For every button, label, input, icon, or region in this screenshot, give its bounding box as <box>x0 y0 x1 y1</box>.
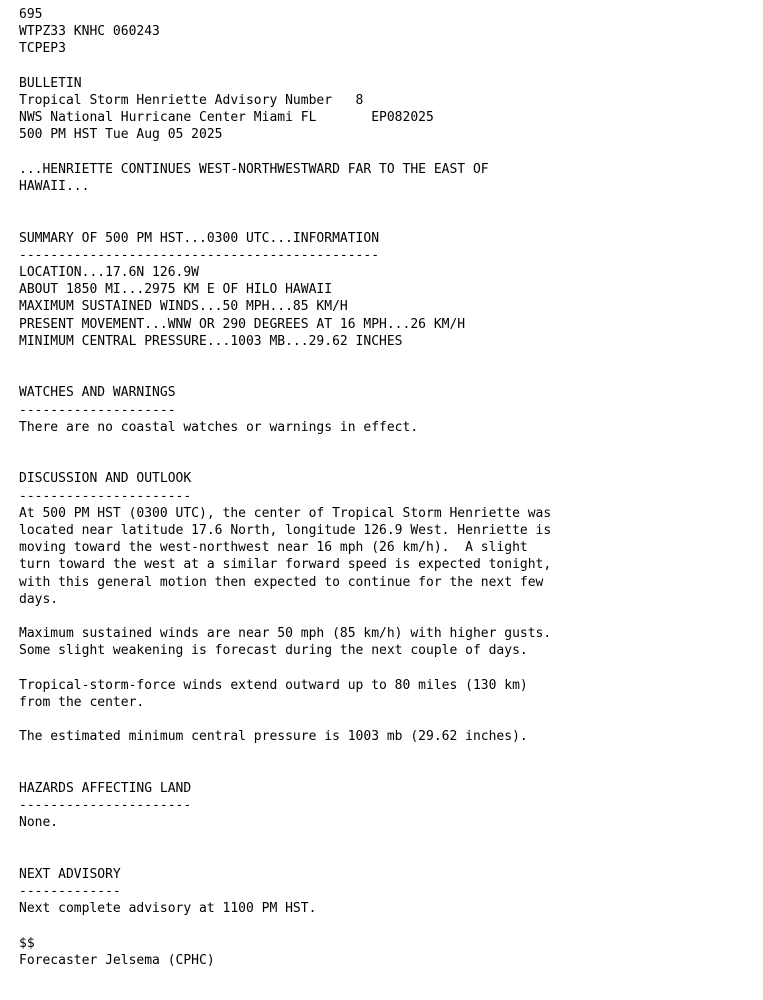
advisory-line: -------------------- <box>19 402 176 418</box>
advisory-line <box>19 453 763 470</box>
advisory-line: DISCUSSION AND OUTLOOK <box>19 471 192 487</box>
advisory-line: There are no coastal watches or warnings in effect. <box>19 419 419 435</box>
advisory-line: Maximum sustained winds are near 50 mph (85 km/h) with higher gusts. <box>19 626 552 642</box>
advisory-line: PRESENT MOVEMENT...WNW OR 290 DEGREES AT 16 MPH...26 KM/H <box>19 316 466 332</box>
advisory-line: MINIMUM CENTRAL PRESSURE...1003 MB...29.62 INCHES <box>19 333 403 349</box>
advisory-line <box>19 58 763 75</box>
advisory-line: 695 <box>19 7 43 22</box>
advisory-line <box>19 832 763 849</box>
advisory-line: SUMMARY OF 500 PM HST...0300 UTC...INFORMATION <box>19 230 380 246</box>
advisory-line: ---------------------- <box>19 798 192 814</box>
advisory-line: Next complete advisory at 1100 PM HST. <box>19 901 317 917</box>
advisory-line: ------------- <box>19 884 121 900</box>
advisory-line: Tropical Storm Henriette Advisory Number 8 <box>19 93 364 108</box>
advisory-line: days. <box>19 591 59 607</box>
advisory-line: ---------------------- <box>19 488 192 504</box>
advisory-line <box>19 350 763 367</box>
advisory-line: WTPZ33 KNHC 060243 <box>19 24 160 40</box>
advisory-line: MAXIMUM SUSTAINED WINDS...50 MPH...85 KM/H <box>19 299 348 315</box>
advisory-line <box>19 608 763 625</box>
advisory-line: HAWAII... <box>19 179 90 194</box>
advisory-line <box>19 367 763 384</box>
advisory-line <box>19 849 763 866</box>
advisory-line: At 500 PM HST (0300 UTC), the center of Tropical Storm Henriette was <box>19 505 552 521</box>
advisory-line: with this general motion then expected to continue for the next few <box>19 574 544 590</box>
advisory-line: 500 PM HST Tue Aug 05 2025 <box>19 127 223 143</box>
advisory-line <box>19 436 763 453</box>
advisory-line: NWS National Hurricane Center Miami FL EP082025 <box>19 110 434 126</box>
advisory-line: HAZARDS AFFECTING LAND <box>19 780 192 796</box>
advisory-line: from the center. <box>19 694 145 710</box>
advisory-line <box>19 918 763 935</box>
advisory-line: ABOUT 1850 MI...2975 KM E OF HILO HAWAII <box>19 282 333 298</box>
advisory-line: located near latitude 17.6 North, longitude 126.9 West. Henriette is <box>19 522 552 538</box>
advisory-line: Some slight weakening is forecast during the next couple of days. <box>19 643 528 659</box>
advisory-line <box>19 195 763 212</box>
advisory-line: ---------------------------------------------- <box>19 247 380 263</box>
advisory-line: TCPEP3 <box>19 41 66 57</box>
advisory-line: None. <box>19 815 59 831</box>
advisory-line: ...HENRIETTE CONTINUES WEST-NORTHWESTWARD FAR TO THE EAST OF <box>19 161 489 177</box>
advisory-line: moving toward the west-northwest near 16 mph (26 km/h). A slight <box>19 540 528 556</box>
advisory-line: BULLETIN <box>19 75 82 91</box>
advisory-line: WATCHES AND WARNINGS <box>19 385 176 401</box>
advisory-line <box>19 711 763 728</box>
advisory-line: turn toward the west at a similar forward speed is expected tonight, <box>19 557 552 573</box>
advisory-line <box>19 212 763 229</box>
advisory-line: LOCATION...17.6N 126.9W <box>19 264 200 280</box>
advisory-line: The estimated minimum central pressure is 1003 mb (29.62 inches). <box>19 729 528 745</box>
advisory-line: Tropical-storm-force winds extend outward up to 80 miles (130 km) <box>19 677 528 693</box>
advisory-line <box>19 746 763 763</box>
advisory-line <box>19 144 763 161</box>
advisory-line <box>19 763 763 780</box>
advisory-line: $$ <box>19 935 35 951</box>
advisory-line <box>19 660 763 677</box>
advisory-line: Forecaster Jelsema (CPHC) <box>19 952 215 968</box>
advisory-line: NEXT ADVISORY <box>19 866 121 882</box>
